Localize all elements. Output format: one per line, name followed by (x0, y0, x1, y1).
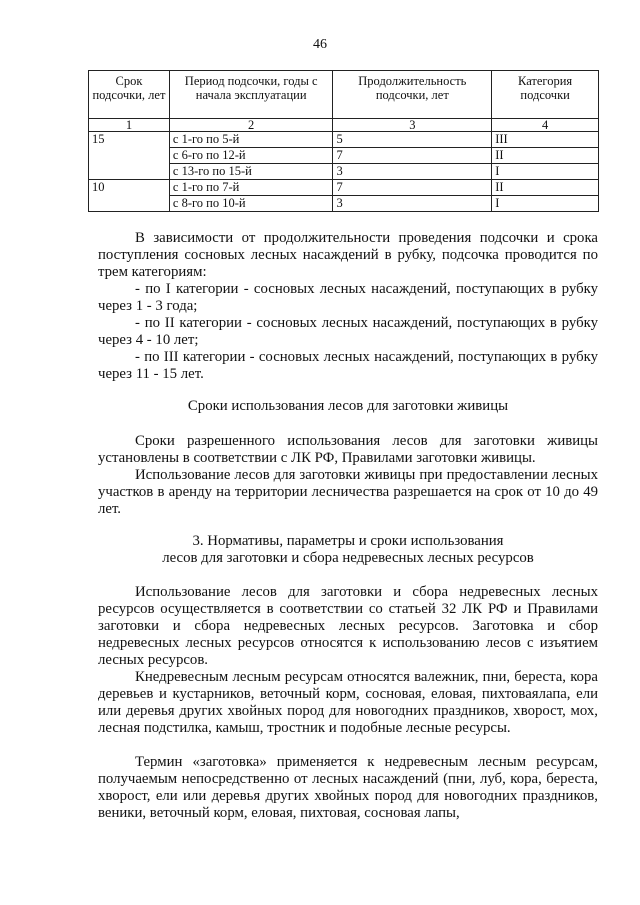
paragraph: В зависимости от продолжительности проведения подсочки и срока поступления сосновых лесных насаждений в рубку, подсочка проводится по трем категориям: (98, 230, 598, 280)
table-header-row (89, 71, 599, 119)
period-cell: с 6-го по 12-й (169, 148, 333, 164)
paragraph: Термин «заготовка» применяется к недревесным лесным ресурсам, получаемым непосредственно от лесных насаждений (пни, луб, кора, береста, хворост, ели или деревья других хвойных пород для новогодних праздников, веники, веточный корм, еловая, пихтовая, сосновая лапы, (98, 754, 598, 821)
tapping-table (88, 70, 599, 212)
period-cell: с 8-го по 10-й (169, 196, 333, 212)
term-cell: 10 (89, 180, 170, 212)
duration-cell: 7 (333, 180, 492, 196)
paragraph: Использование лесов для заготовки и сбора недревесных лесных ресурсов осуществляется в соответствии со статьей 32 ЛК РФ и Правилами заготовки и сбора недревесных лесных ресурсов. Заготовка и сбор недревесных лесных ресурсов относятся к использованию лесов с изъятием лесных ресурсов. (98, 584, 598, 668)
period-cell: с 1-го по 5-й (169, 132, 333, 148)
term-cell: 15 (89, 132, 170, 180)
section-heading-line: 3. Нормативы, параметры и сроки использования (192, 533, 504, 549)
list-item: - по III категории - сосновых лесных насаждений, поступающих в рубку через 11 - 15 лет. (98, 349, 598, 382)
paragraph: Использование лесов для заготовки живицы при предоставлении лесных участков в аренду на территории лесничества разрешается на срок от 10 до 49 лет. (98, 467, 598, 517)
category-cell: III (492, 132, 599, 148)
category-cell: II (492, 180, 599, 196)
period-cell: с 13-го по 15-й (169, 164, 333, 180)
table-row (89, 180, 599, 196)
section-heading-line: лесов для заготовки и сбора недревесных лесных ресурсов (162, 550, 534, 566)
table-column-numbers-row (89, 119, 599, 132)
duration-cell: 3 (333, 164, 492, 180)
duration-cell: 7 (333, 148, 492, 164)
table-header-cell: Срок подсочки, лет (89, 71, 170, 119)
duration-cell: 3 (333, 196, 492, 212)
table-header-cell: Продолжительность подсочки, лет (333, 71, 492, 119)
list-item: - по II категории - сосновых лесных насаждений, поступающих в рубку через 4 - 10 лет; (98, 315, 598, 348)
period-cell: с 1-го по 7-й (169, 180, 333, 196)
section-heading: Сроки использования лесов для заготовки живицы (187, 398, 509, 414)
table-header-cell: Период подсочки, годы с начала эксплуатации (169, 71, 333, 119)
paragraph: Сроки разрешенного использования лесов для заготовки живицы установлены в соответствии с ЛК РФ, Правилами заготовки живицы. (98, 433, 598, 466)
table-row (89, 132, 599, 148)
column-number: 1 (89, 119, 170, 132)
paragraph: Кнедревесным лесным ресурсам относятся валежник, пни, береста, кора деревьев и кустарников, веточный корм, сосновая, еловая, пихтоваялапа, ели или деревья других хвойных пород для новогодних праздников, хворост, мох, лесная подстилка, камыш, тростник и подобные лесные ресурсы. (98, 669, 598, 736)
category-cell: II (492, 148, 599, 164)
table-header-cell: Категория подсочки (492, 71, 599, 119)
category-cell: I (492, 196, 599, 212)
category-cell: I (492, 164, 599, 180)
column-number: 2 (169, 119, 333, 132)
duration-cell: 5 (333, 132, 492, 148)
page-number: 46 (313, 37, 327, 52)
column-number: 3 (333, 119, 492, 132)
list-item: - по I категории - сосновых лесных насаждений, поступающих в рубку через 1 - 3 года; (98, 281, 598, 314)
column-number: 4 (492, 119, 599, 132)
